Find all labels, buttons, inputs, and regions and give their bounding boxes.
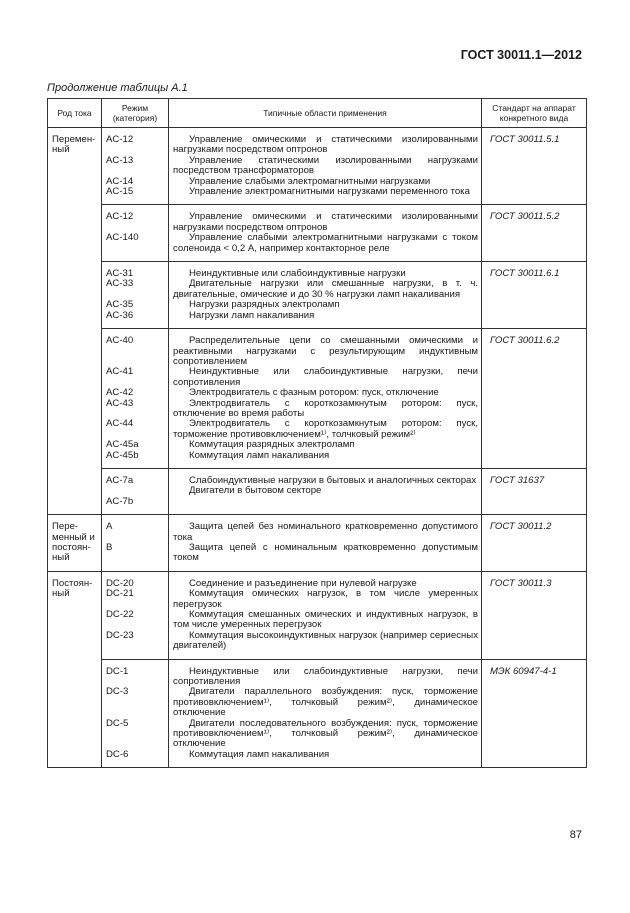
application-text: Защита цепей с номинальным кратковременно допустимым током xyxy=(173,541,478,564)
application-text: Управление омическими и статическими изолированными нагрузками посредством оптронов xyxy=(173,211,478,233)
column-header-standard: Стандарт на аппарат конкретного вида xyxy=(482,99,587,128)
table-row xyxy=(48,659,587,768)
application-text: Двигательные нагрузки или смешанные нагрузки, в т. ч. двигательные, омические и до 30 % нагрузки ламп накаливания xyxy=(173,278,478,300)
mode-code: DC-21 xyxy=(106,588,134,600)
application-cell xyxy=(169,515,482,572)
table-row xyxy=(48,262,587,329)
application-text: Неиндуктивные или слабоиндуктивные нагрузки, печи сопротивления xyxy=(173,665,478,688)
mode-code: B xyxy=(106,541,113,553)
current-kind-cell: Постоян-ный xyxy=(48,571,102,768)
mode-code: AC-33 xyxy=(106,278,134,290)
application-text: Управление слабыми электромагнитными нагрузками с током соленоида < 0,2 А, например контакторное реле xyxy=(173,232,478,254)
application-text: Коммутация смешанных омических и индуктивных нагрузок, в том числе умеренных перегрузок xyxy=(173,609,478,631)
categories-table xyxy=(47,98,587,768)
application-cell xyxy=(169,205,482,262)
mode-codes-cell xyxy=(102,571,169,659)
application-cell xyxy=(169,329,482,469)
current-kind-cell: Пере-менный и постоян-ный xyxy=(48,515,102,572)
application-text: Управление статическими изолированными нагрузками посредством трансформаторов xyxy=(173,154,478,177)
application-text: Электродвигатель с короткозамкнутым ротором: пуск, торможение противовключением¹⁾, толчковый режим²⁾ xyxy=(173,418,478,440)
mode-code: DC-20 xyxy=(106,577,134,589)
standard-cell: ГОСТ 30011.5.2 xyxy=(482,205,587,262)
mode-code: AC-15 xyxy=(106,186,134,197)
application-text: Двигатели параллельного возбуждения: пуск, торможение противовключением¹⁾, толчковый режим²⁾, динамическое отключение xyxy=(173,686,478,719)
application-text: Неиндуктивные или слабоиндуктивные нагрузки xyxy=(189,268,406,280)
page-number: 87 xyxy=(569,829,582,841)
table-row xyxy=(48,468,587,514)
application-text: Коммутация разрядных электроламп xyxy=(189,439,355,451)
mode-code: AC-13 xyxy=(106,154,134,166)
mode-code: AC-35 xyxy=(106,299,134,311)
application-text: Нагрузки разрядных электроламп xyxy=(189,299,340,311)
mode-code: AC-45a xyxy=(106,439,139,451)
application-cell xyxy=(169,128,482,205)
mode-code: DC-1 xyxy=(106,665,129,677)
mode-code: AC-7a xyxy=(106,474,134,486)
standard-cell: ГОСТ 30011.5.1 xyxy=(482,128,587,205)
mode-code: AC-12 xyxy=(106,211,134,223)
application-text: Электродвигатель с короткозамкнутым ротором: пуск, отключение во время работы xyxy=(173,397,478,419)
mode-code: DC-23 xyxy=(106,629,134,641)
application-text: Слабоиндуктивные нагрузки в бытовых и аналогичных секторах xyxy=(189,474,477,486)
mode-code: AC-44 xyxy=(106,418,134,430)
application-text: Нагрузки ламп накаливания xyxy=(189,309,315,321)
application-cell xyxy=(169,262,482,329)
column-header-mode: Режим (категория) xyxy=(102,99,169,128)
mode-code: DC-3 xyxy=(106,686,129,698)
mode-code: AC-36 xyxy=(106,309,134,321)
current-kind-cell: Перемен-ный xyxy=(48,128,102,515)
application-text: Коммутация ламп накаливания xyxy=(189,449,330,461)
table-row xyxy=(48,515,587,572)
application-text: Управление омическими и статическими изолированными нагрузками посредством оптронов xyxy=(173,134,478,156)
mode-code: AC-41 xyxy=(106,366,134,378)
table-row xyxy=(48,128,587,205)
application-text: Соединение и разъединение при нулевой нагрузке xyxy=(189,577,417,589)
mode-code: AC-12 xyxy=(106,134,134,145)
application-text: Распределительные цепи со смешанными омическими и реактивными нагрузками с результирующим индуктивным сопротивлением xyxy=(173,335,478,367)
mode-code: AC-42 xyxy=(106,387,134,399)
mode-codes-cell xyxy=(102,515,169,572)
application-text: Электродвигатель с фазным ротором: пуск, отключение xyxy=(189,387,439,399)
application-text: Коммутация омических нагрузок, в том числе умеренных перегрузок xyxy=(173,588,478,610)
mode-code: AC-14 xyxy=(106,175,134,187)
mode-codes-cell xyxy=(102,468,169,514)
mode-codes-cell xyxy=(102,128,169,205)
table-row xyxy=(48,205,587,262)
application-text: Неиндуктивные или слабоиндуктивные нагрузки, печи сопротивления xyxy=(173,366,478,388)
application-text: Коммутация высокоиндуктивных нагрузок (например сериесных двигателей) xyxy=(173,629,478,652)
mode-code: A xyxy=(106,521,113,533)
mode-codes-cell xyxy=(102,659,169,768)
mode-codes-cell xyxy=(102,329,169,469)
table-header-row xyxy=(48,99,587,128)
application-text: Управление слабыми электромагнитными нагрузками xyxy=(189,175,431,187)
mode-code: AC-40 xyxy=(106,335,134,347)
mode-code: AC-31 xyxy=(106,268,134,280)
mode-codes-cell xyxy=(102,262,169,329)
standard-cell: МЭК 60947-4-1 xyxy=(482,659,587,768)
mode-code: AC-7b xyxy=(106,495,134,507)
application-cell xyxy=(169,468,482,514)
document-header: ГОСТ 30011.1—2012 xyxy=(460,48,582,62)
standard-cell: ГОСТ 31637 xyxy=(482,468,587,514)
standard-cell: ГОСТ 30011.3 xyxy=(482,571,587,659)
application-text: Управление электромагнитными нагрузками переменного тока xyxy=(189,186,470,198)
application-cell xyxy=(169,659,482,768)
column-header-kind: Род тока xyxy=(48,99,102,128)
application-text: Двигатели последовательного возбуждения: пуск, торможение противовключением¹⁾, толчковый режим²⁾, динамическое отключение xyxy=(173,717,478,750)
application-text: Коммутация ламп накаливания xyxy=(189,748,330,760)
application-text: Двигатели в бытовом секторе xyxy=(189,485,322,497)
table-row xyxy=(48,571,587,659)
table-continuation-caption: Продолжение таблицы А.1 xyxy=(47,82,188,94)
table-row xyxy=(48,329,587,469)
standard-cell: ГОСТ 30011.6.2 xyxy=(482,329,587,469)
standard-cell: ГОСТ 30011.6.1 xyxy=(482,262,587,329)
mode-code: DC-5 xyxy=(106,717,129,729)
mode-codes-cell xyxy=(102,205,169,262)
mode-code: DC-6 xyxy=(106,748,129,760)
mode-code: AC-140 xyxy=(106,232,139,244)
standard-cell: ГОСТ 30011.2 xyxy=(482,515,587,572)
mode-code: AC-43 xyxy=(106,397,134,409)
mode-code: AC-45b xyxy=(106,449,139,461)
mode-code: DC-22 xyxy=(106,609,134,620)
application-text: Защита цепей без номинального кратковременно допустимого тока xyxy=(173,521,478,543)
application-cell xyxy=(169,571,482,659)
column-header-application: Типичные области применения xyxy=(169,99,482,128)
